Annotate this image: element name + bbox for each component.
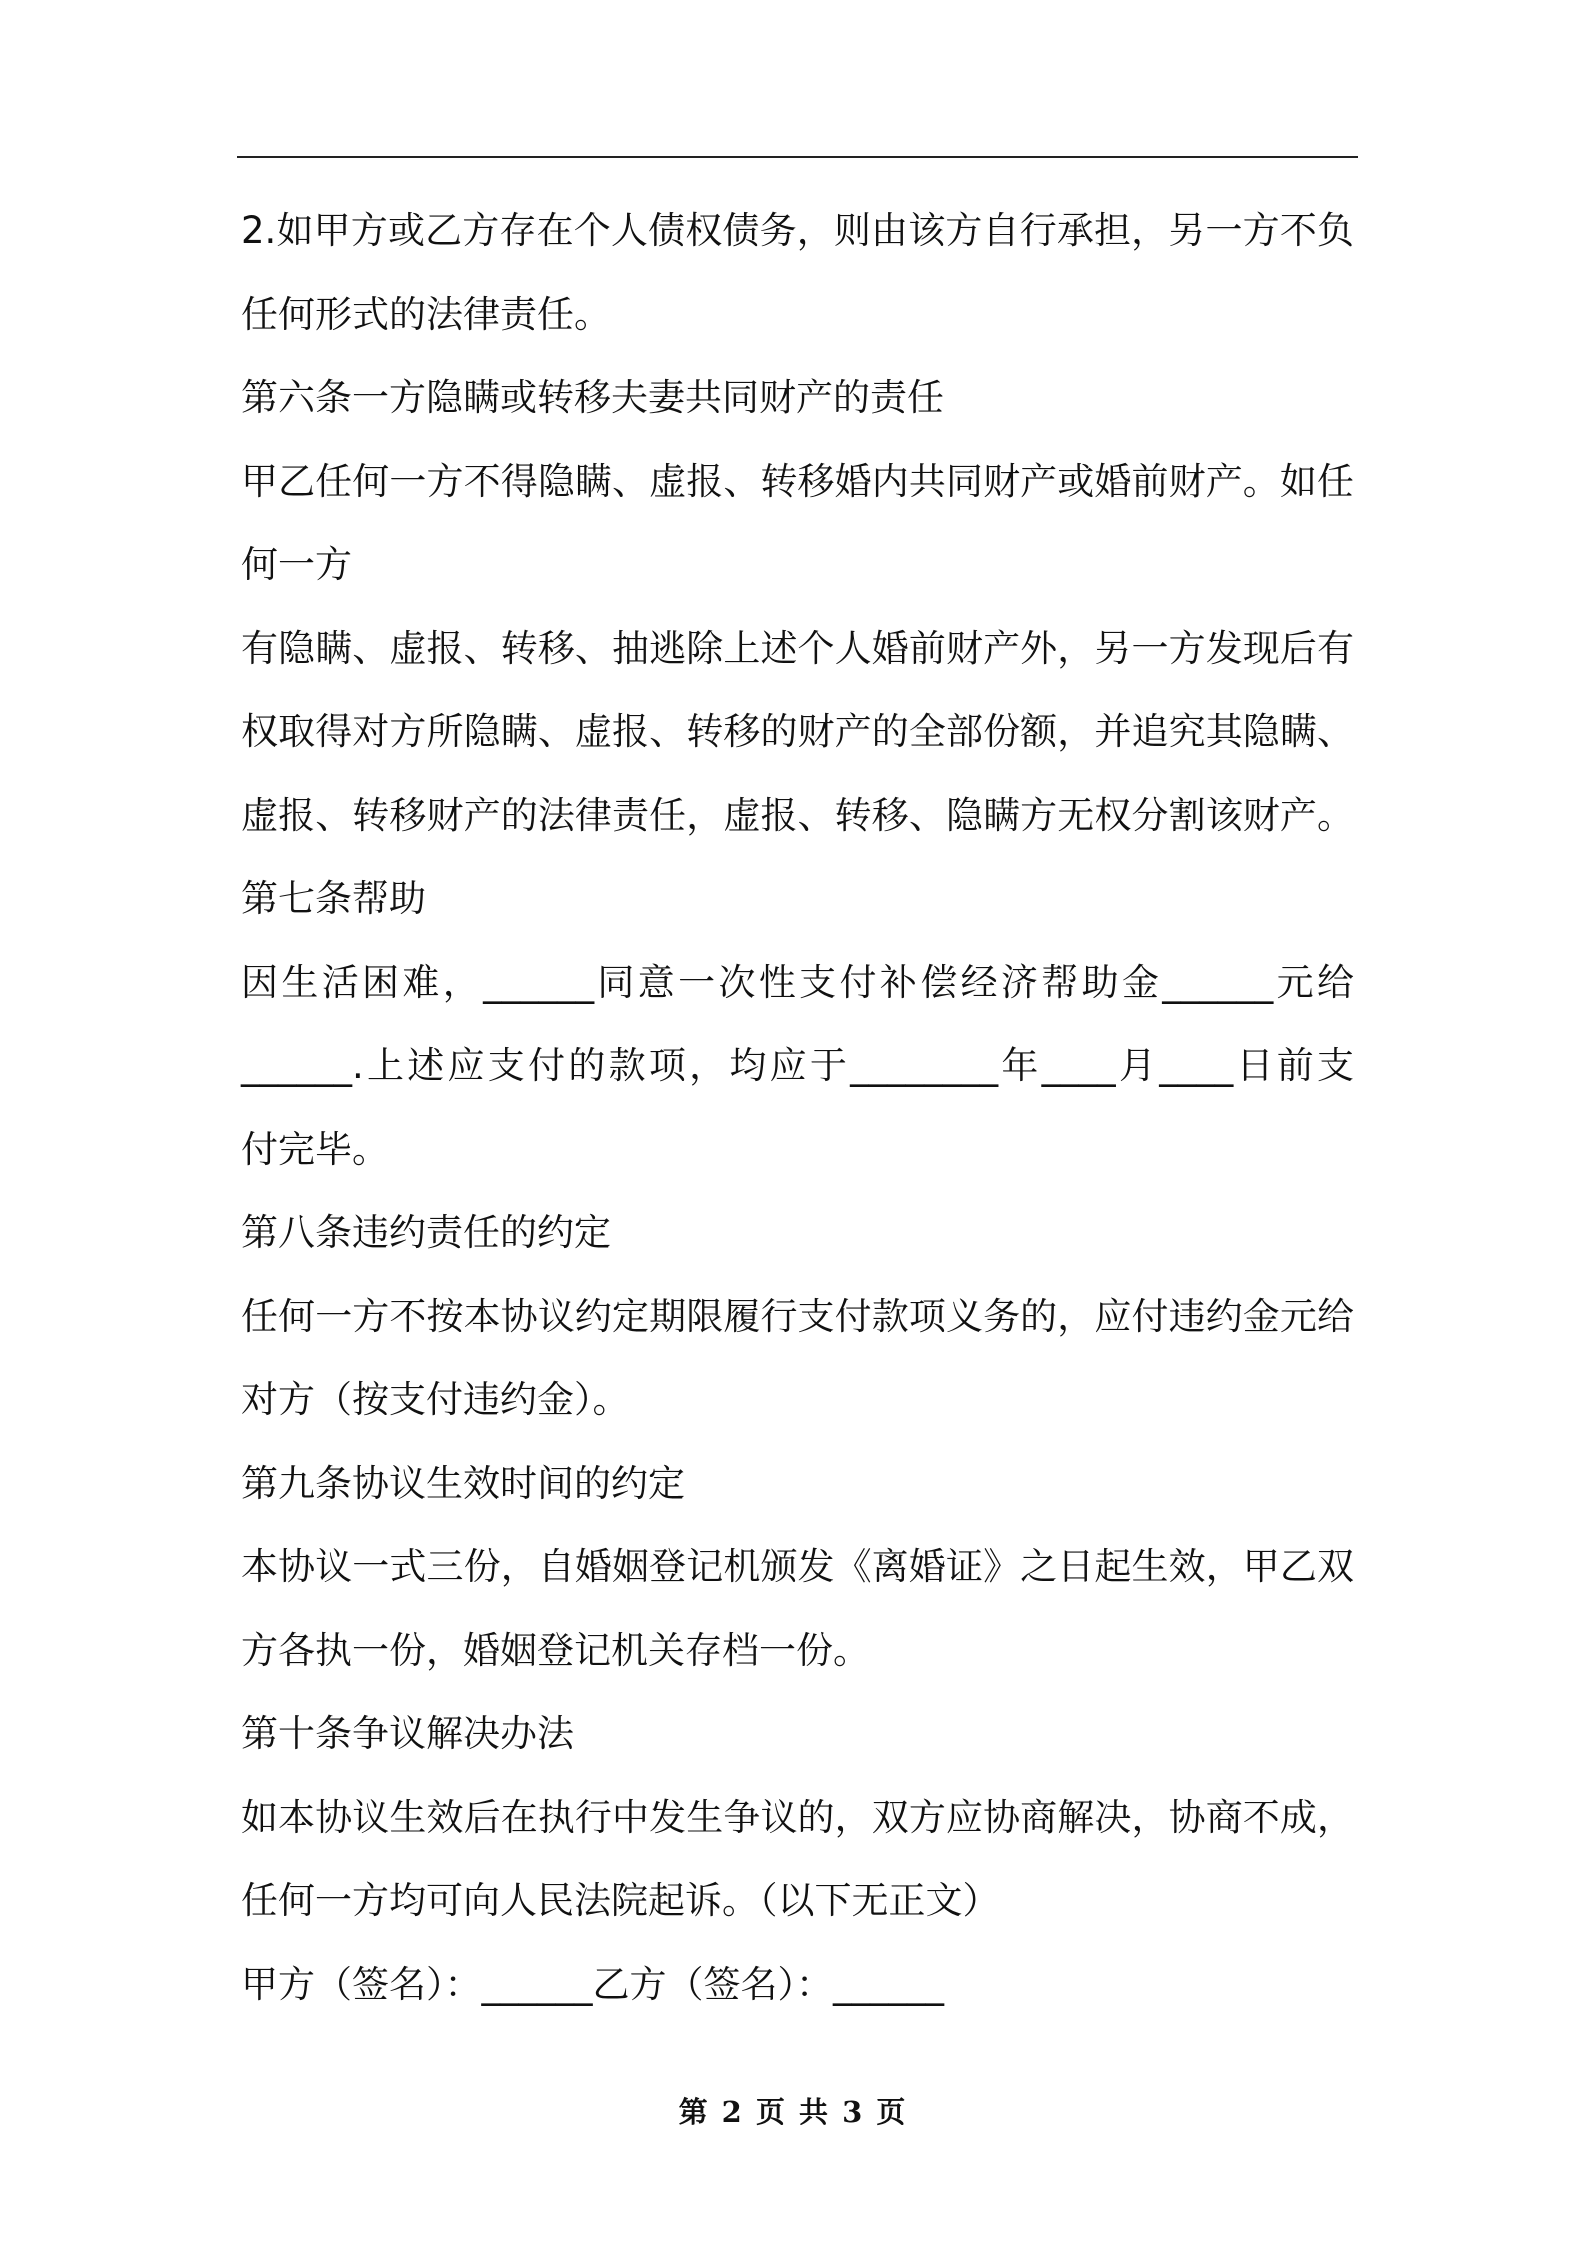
text-line: 付完毕。 bbox=[241, 1127, 389, 1171]
text-line: 如本协议生效后在执行中发生争议的，双方应协商解决，协商不成， bbox=[241, 1795, 1354, 1839]
section-heading: 第九条协议生效时间的约定 bbox=[241, 1461, 685, 1505]
text-line: 任何一方均可向人民法院起诉。（以下无正文） bbox=[241, 1879, 1000, 1922]
text-line: 甲乙任何一方不得隐瞒、虚报、转移婚内共同财产或婚前财产。如任 bbox=[241, 459, 1354, 503]
section-heading: 第六条一方隐瞒或转移夫妻共同财产的责任 bbox=[241, 376, 944, 419]
text-line: 因生活困难，______同意一次性支付补偿经济帮助金______元给 bbox=[241, 960, 1354, 1004]
text-line: 任何一方不按本协议约定期限履行支付款项义务的，应付违约金元给 bbox=[241, 1294, 1354, 1338]
text-line: 何一方 bbox=[241, 543, 352, 586]
text-line: 虚报、转移财产的法律责任，虚报、转移、隐瞒方无权分割该财产。 bbox=[241, 793, 1354, 837]
signature-line: 甲方（签名）：______乙方（签名）：______ bbox=[241, 1962, 944, 2006]
document-body bbox=[241, 189, 1362, 2026]
page-number: 第 2 页 共 3 页 bbox=[678, 2095, 908, 2129]
text-line: 任何形式的法律责任。 bbox=[241, 292, 611, 336]
header-rule bbox=[237, 156, 1358, 158]
text-line: 对方（按支付违约金）。 bbox=[241, 1378, 630, 1421]
text-line: ______.上述应支付的款项，均应于________年____月____日前支 bbox=[241, 1044, 1354, 1087]
text-line: 有隐瞒、虚报、转移、抽逃除上述个人婚前财产外，另一方发现后有 bbox=[241, 626, 1354, 670]
text-line: 2.如甲方或乙方存在个人债权债务，则由该方自行承担，另一方不负 bbox=[241, 209, 1354, 252]
section-heading: 第十条争议解决办法 bbox=[241, 1712, 574, 1755]
text-line: 权取得对方所隐瞒、虚报、转移的财产的全部份额，并追究其隐瞒、 bbox=[241, 710, 1354, 753]
text-line: 方各执一份，婚姻登记机关存档一份。 bbox=[241, 1628, 870, 1672]
text-line: 本协议一式三份，自婚姻登记机颁发《离婚证》之日起生效，甲乙双 bbox=[241, 1545, 1354, 1588]
section-heading: 第八条违约责任的约定 bbox=[241, 1211, 611, 1254]
section-heading: 第七条帮助 bbox=[241, 877, 426, 920]
